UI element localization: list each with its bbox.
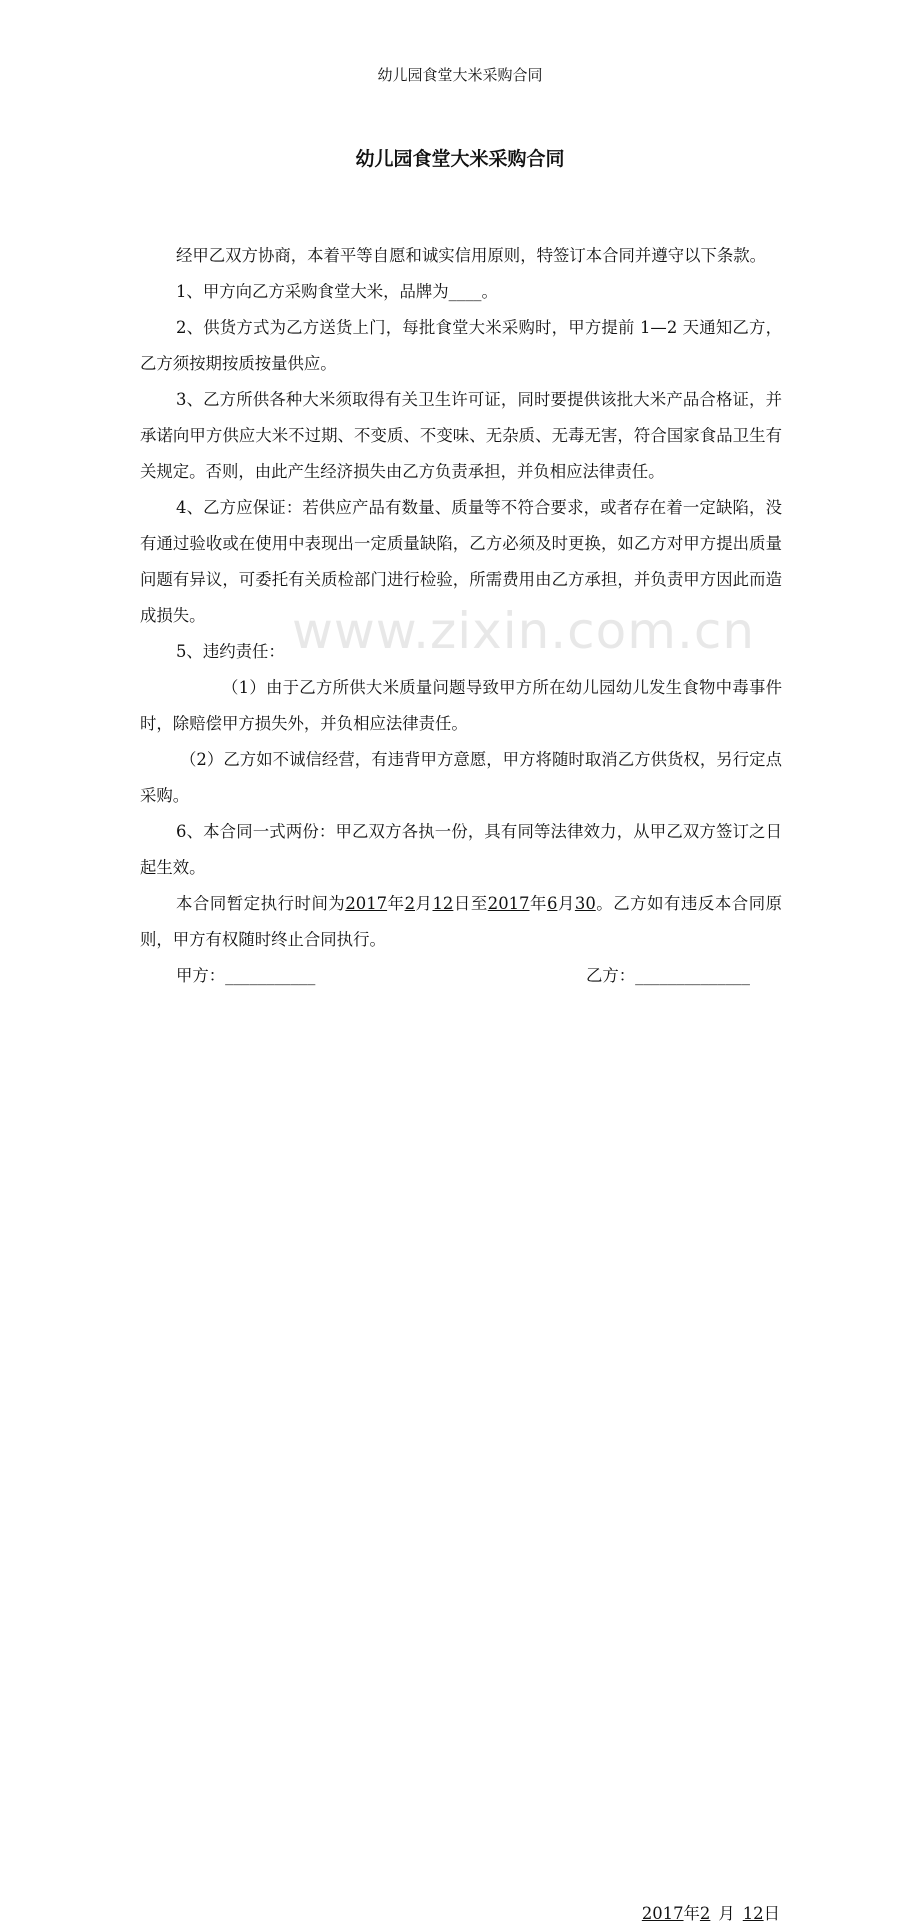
running-header: 幼儿园食堂大米采购合同 [377,66,543,84]
term-suffix: 。乙方如有违反本合同原则，甲方有权随时终止合同执行。 [140,894,783,949]
term-month-char-2: 月 [557,894,575,913]
term-end-month: 6 [546,894,558,913]
clause-3: 3、乙方所供各种大米须取得有关卫生许可证，同时要提供该批大米产品合格证，并承诺向甲方供应大米不过期、不变质、不变味、无杂质、无毒无害，符合国家食品卫生有关规定。否则，由此产生经济损失由乙方负责承担，并负相应法律责任。 [140,390,782,481]
clause-5-item-1: （1）由于乙方所供大米质量问题导致甲方所在幼儿园幼儿发生食物中毒事件时，除赔偿甲方损失外，并负相应法律责任。 [140,678,782,733]
clause-2: 2、供货方式为乙方送货上门，每批食堂大米采购时，甲方提前 1—2 天通知乙方，乙方须按期按质按量供应。 [140,318,782,373]
date-month: 2 [699,1904,711,1923]
intro-paragraph: 经甲乙双方协商，本着平等自愿和诚实信用原则，特签订本合同并遵守以下条款。 [176,246,767,265]
clause-5-item-2: （2）乙方如不诚信经营，有违背甲方意愿，甲方将随时取消乙方供货权，另行定点采购。 [140,750,782,805]
date-year-char: 年 [683,1904,700,1923]
term-start-year: 2017 [345,894,388,913]
clause-5-heading: 5、违约责任： [176,642,285,661]
party-b-signature: 乙方：______________ [586,966,750,985]
term-year-char: 年 [387,894,405,913]
term-end-day: 30 [574,894,596,913]
term-day-char: 日 [453,894,471,913]
term-start-day: 12 [432,894,454,913]
date-day-char: 日 [763,1904,780,1923]
clause-4: 4、乙方应保证：若供应产品有数量、质量等不符合要求，或者存在着一定缺陷，没有通过验收或在使用中表现出一定质量缺陷，乙方必须及时更换，如乙方对甲方提出质量问题有异议，可委托有关质检部门进行检验，所需费用由乙方承担，并负责甲方因此而造成损失。 [140,498,782,625]
term-year-char-2: 年 [529,894,547,913]
term-prefix: 本合同暂定执行时间为 [176,894,346,913]
term-to: 至 [470,894,488,913]
watermark-text: www.zixin.com.cn [292,602,756,660]
signing-date [140,1896,780,1932]
clause-6: 6、本合同一式两份：甲乙双方各执一份，具有同等法律效力，从甲乙双方签订之日起生效。 [140,822,782,877]
signature-row [140,958,782,994]
term-paragraph [140,886,782,958]
date-month-char: 月 [718,1904,735,1923]
term-end-year: 2017 [487,894,530,913]
date-year: 2017 [641,1904,684,1923]
contract-body [140,238,782,994]
term-month-char: 月 [415,894,433,913]
document-title: 幼儿园食堂大米采购合同 [355,148,565,170]
clause-1: 1、甲方向乙方采购食堂大米，品牌为____。 [176,282,498,301]
term-start-month: 2 [404,894,415,913]
party-a-signature: 甲方：___________ [176,966,316,985]
date-day: 12 [742,1904,764,1923]
